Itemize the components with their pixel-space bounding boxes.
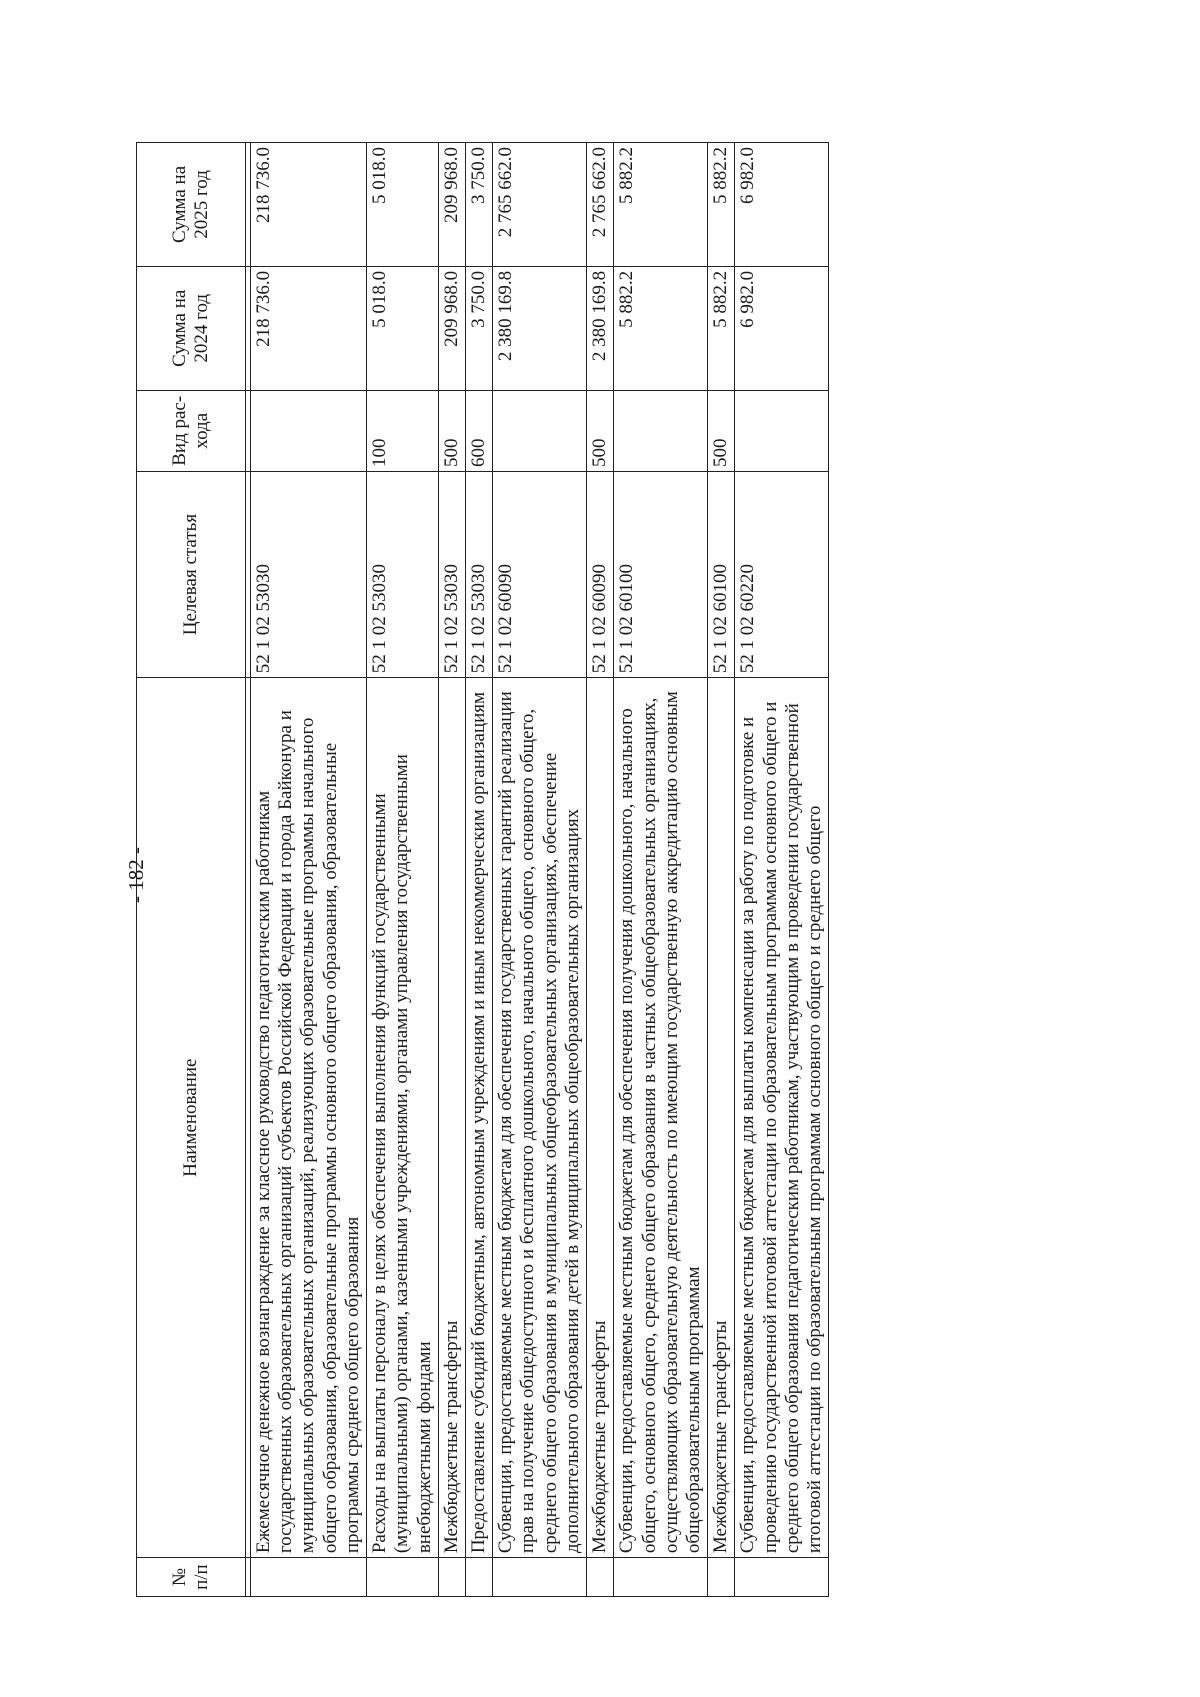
row-sum-2025: 2 765 662.0 [493,143,587,267]
row-num [587,1558,614,1597]
table-row [614,143,708,1597]
row-sum-2024: 218 736.0 [251,266,367,390]
row-sum-2024: 3 750.0 [465,266,492,390]
row-sum-2024: 2 380 169.8 [493,266,587,390]
row-target: 52 1 02 60090 [493,471,587,677]
row-name: Субвенции, предоставляемые местным бюджетам для обеспечения государственных гарантий реализации прав на получение общедоступного и бесплатного дошкольного, начального общего, основного общего, среднего общего образования в муниципальных общеобразовательных организациях, обеспечение дополнительного образования детей в муниципальных общеобразовательных организациях [493,678,587,1558]
row-kind: 600 [465,390,492,471]
row-num [735,1558,829,1597]
table-row [587,143,614,1597]
header-sum-2024: Сумма на 2024 год [137,266,246,390]
row-target: 52 1 02 53030 [465,471,492,677]
row-name: Межбюджетные трансферты [708,678,735,1558]
row-name: Межбюджетные трансферты [438,678,465,1558]
row-num [438,1558,465,1597]
row-sum-2024: 5 882.2 [708,266,735,390]
row-target: 52 1 02 60220 [735,471,829,677]
row-name: Ежемесячное денежное вознаграждение за классное руководство педагогическим работникам государственных образовательных организаций субъектов Российской Федерации и города Байконура и муниципальных образовательных организаций, реализующих образовательные программы начального общего образования, образовательные программы основного общего образования, образовательные программы среднего общего образования [251,678,367,1558]
table-row [251,143,367,1597]
row-sum-2025: 218 736.0 [251,143,367,267]
row-kind: 500 [587,390,614,471]
row-sum-2025: 209 968.0 [438,143,465,267]
row-sum-2024: 2 380 169.8 [587,266,614,390]
table-row [735,143,829,1597]
table-header-row [137,143,246,1597]
row-name: Предоставление субсидий бюджетным, автономным учреждениям и иным некоммерческим организациям [465,678,492,1558]
table-row [465,143,492,1597]
row-sum-2025: 3 750.0 [465,143,492,267]
row-kind [251,390,367,471]
row-sum-2025: 6 982.0 [735,143,829,267]
header-name: Наименование [137,678,246,1558]
row-sum-2024: 209 968.0 [438,266,465,390]
table-row [493,143,587,1597]
table-row [367,143,439,1597]
row-num [708,1558,735,1597]
header-num: № п/п [137,1558,246,1597]
row-name: Межбюджетные трансферты [587,678,614,1558]
row-target: 52 1 02 53030 [367,471,439,677]
row-name: Субвенции, предоставляемые местным бюджетам для выплаты компенсации за работу по подготовке и проведению государственной итоговой аттестации по образовательным программам основного общего и среднего общего образования педагогическим работникам, участвующим в проведении государственной итоговой аттестации по образовательным программам основного общего и среднего общего [735,678,829,1558]
row-target: 52 1 02 60100 [708,471,735,677]
row-kind: 500 [438,390,465,471]
row-kind [614,390,708,471]
row-kind: 100 [367,390,439,471]
row-target: 52 1 02 53030 [251,471,367,677]
budget-table [136,142,829,1597]
row-num [251,1558,367,1597]
row-sum-2024: 5 882.2 [614,266,708,390]
row-target: 52 1 02 60100 [614,471,708,677]
row-target: 52 1 02 53030 [438,471,465,677]
row-sum-2025: 2 765 662.0 [587,143,614,267]
row-num [367,1558,439,1597]
header-target: Целевая статья [137,471,246,677]
row-sum-2024: 5 018.0 [367,266,439,390]
header-sum-2025: Сумма на 2025 год [137,143,246,267]
row-target: 52 1 02 60090 [587,471,614,677]
table-row [708,143,735,1597]
row-sum-2024: 6 982.0 [735,266,829,390]
row-name: Субвенции, предоставляемые местным бюджетам для обеспечения получения дошкольного, начального общего, основного общего, среднего общего образования в частных общеобразовательных организациях, осуществляющих образовательную деятельность по имеющим государственную аккредитацию основным общеобразовательным программам [614,678,708,1558]
row-kind [493,390,587,471]
table-row [438,143,465,1597]
page-number: - 182 - [124,847,148,903]
row-num [614,1558,708,1597]
row-sum-2025: 5 882.2 [614,143,708,267]
header-kind: Вид рас-хода [137,390,246,471]
row-sum-2025: 5 018.0 [367,143,439,267]
row-num [465,1558,492,1597]
row-kind: 500 [708,390,735,471]
row-name: Расходы на выплаты персоналу в целях обеспечения выполнения функций государственными (муниципальными) органами, казенными учреждениями, органами управления государственными внебюджетными фондами [367,678,439,1558]
row-sum-2025: 5 882.2 [708,143,735,267]
row-kind [735,390,829,471]
document-sheet [136,142,1046,1597]
row-num [493,1558,587,1597]
